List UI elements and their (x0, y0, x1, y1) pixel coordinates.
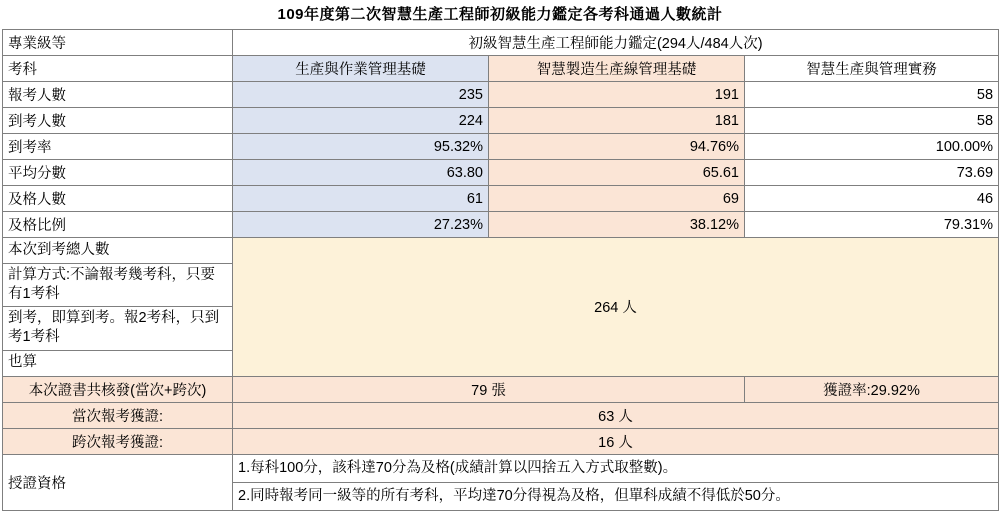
total-label-line-3: 到考，即算到考。報2考科，只到考1考科 (3, 307, 233, 350)
row-label: 到考率 (3, 134, 233, 160)
row-value: 65.61 (489, 160, 745, 186)
total-value: 264 人 (233, 238, 999, 377)
table-row (3, 134, 999, 160)
row-value: 181 (489, 108, 745, 134)
total-label-line-2: 計算方式:不論報考幾考科，只要有1考科 (3, 264, 233, 307)
subject-header-2: 智慧製造生產線管理基礎 (489, 56, 745, 82)
certificate-label: 本次證書共核發(當次+跨次) (3, 376, 233, 402)
row-value: 69 (489, 186, 745, 212)
table-row (3, 212, 999, 238)
subject-header-3: 智慧生產與管理實務 (745, 56, 999, 82)
row-value: 61 (233, 186, 489, 212)
row-value: 191 (489, 82, 745, 108)
qualification-line-2: 2.同時報考同一級等的所有考科，平均達70分得視為及格，但單科成績不得低於50分。 (233, 482, 999, 510)
table-row-certificate (3, 376, 999, 402)
row-value: 79.31% (745, 212, 999, 238)
current-term-value: 63 人 (233, 402, 999, 428)
qualification-line-1: 1.每科100分，該科達70分為及格(成績計算以四捨五入方式取整數)。 (233, 454, 999, 482)
row-value: 100.00% (745, 134, 999, 160)
row-label: 及格比例 (3, 212, 233, 238)
table-row-subject-header (3, 56, 999, 82)
row-label: 及格人數 (3, 186, 233, 212)
row-value: 95.32% (233, 134, 489, 160)
qualification-label: 授證資格 (3, 454, 233, 510)
table-row-cross-term (3, 428, 999, 454)
table-row (3, 108, 999, 134)
table-row-total-1 (3, 238, 999, 264)
row-value: 94.76% (489, 134, 745, 160)
current-term-label: 當次報考獲證: (3, 402, 233, 428)
cross-term-label: 跨次報考獲證: (3, 428, 233, 454)
row-value: 46 (745, 186, 999, 212)
statistics-table (2, 29, 999, 511)
row-value: 38.12% (489, 212, 745, 238)
row-label: 報考人數 (3, 82, 233, 108)
subject-header-1: 生產與作業管理基礎 (233, 56, 489, 82)
table-row (3, 160, 999, 186)
level-label: 專業級等 (3, 30, 233, 56)
row-value: 235 (233, 82, 489, 108)
subject-label: 考科 (3, 56, 233, 82)
table-row-qualification (3, 454, 999, 482)
row-value: 73.69 (745, 160, 999, 186)
row-value: 63.80 (233, 160, 489, 186)
table-row-current-term (3, 402, 999, 428)
table-row-level (3, 30, 999, 56)
certificate-value: 79 張 (233, 376, 745, 402)
total-label-line-1: 本次到考總人數 (3, 238, 233, 264)
page-title: 109年度第二次智慧生產工程師初級能力鑑定各考科通過人數統計 (277, 6, 723, 23)
row-value: 224 (233, 108, 489, 134)
row-label: 到考人數 (3, 108, 233, 134)
row-value: 58 (745, 108, 999, 134)
total-label-line-4: 也算 (3, 350, 233, 376)
table-row (3, 82, 999, 108)
row-value: 58 (745, 82, 999, 108)
certificate-rate: 獲證率:29.92% (745, 376, 999, 402)
table-row (3, 186, 999, 212)
level-value: 初級智慧生產工程師能力鑑定(294人/484人次) (233, 30, 999, 56)
row-label: 平均分數 (3, 160, 233, 186)
row-value: 27.23% (233, 212, 489, 238)
cross-term-value: 16 人 (233, 428, 999, 454)
